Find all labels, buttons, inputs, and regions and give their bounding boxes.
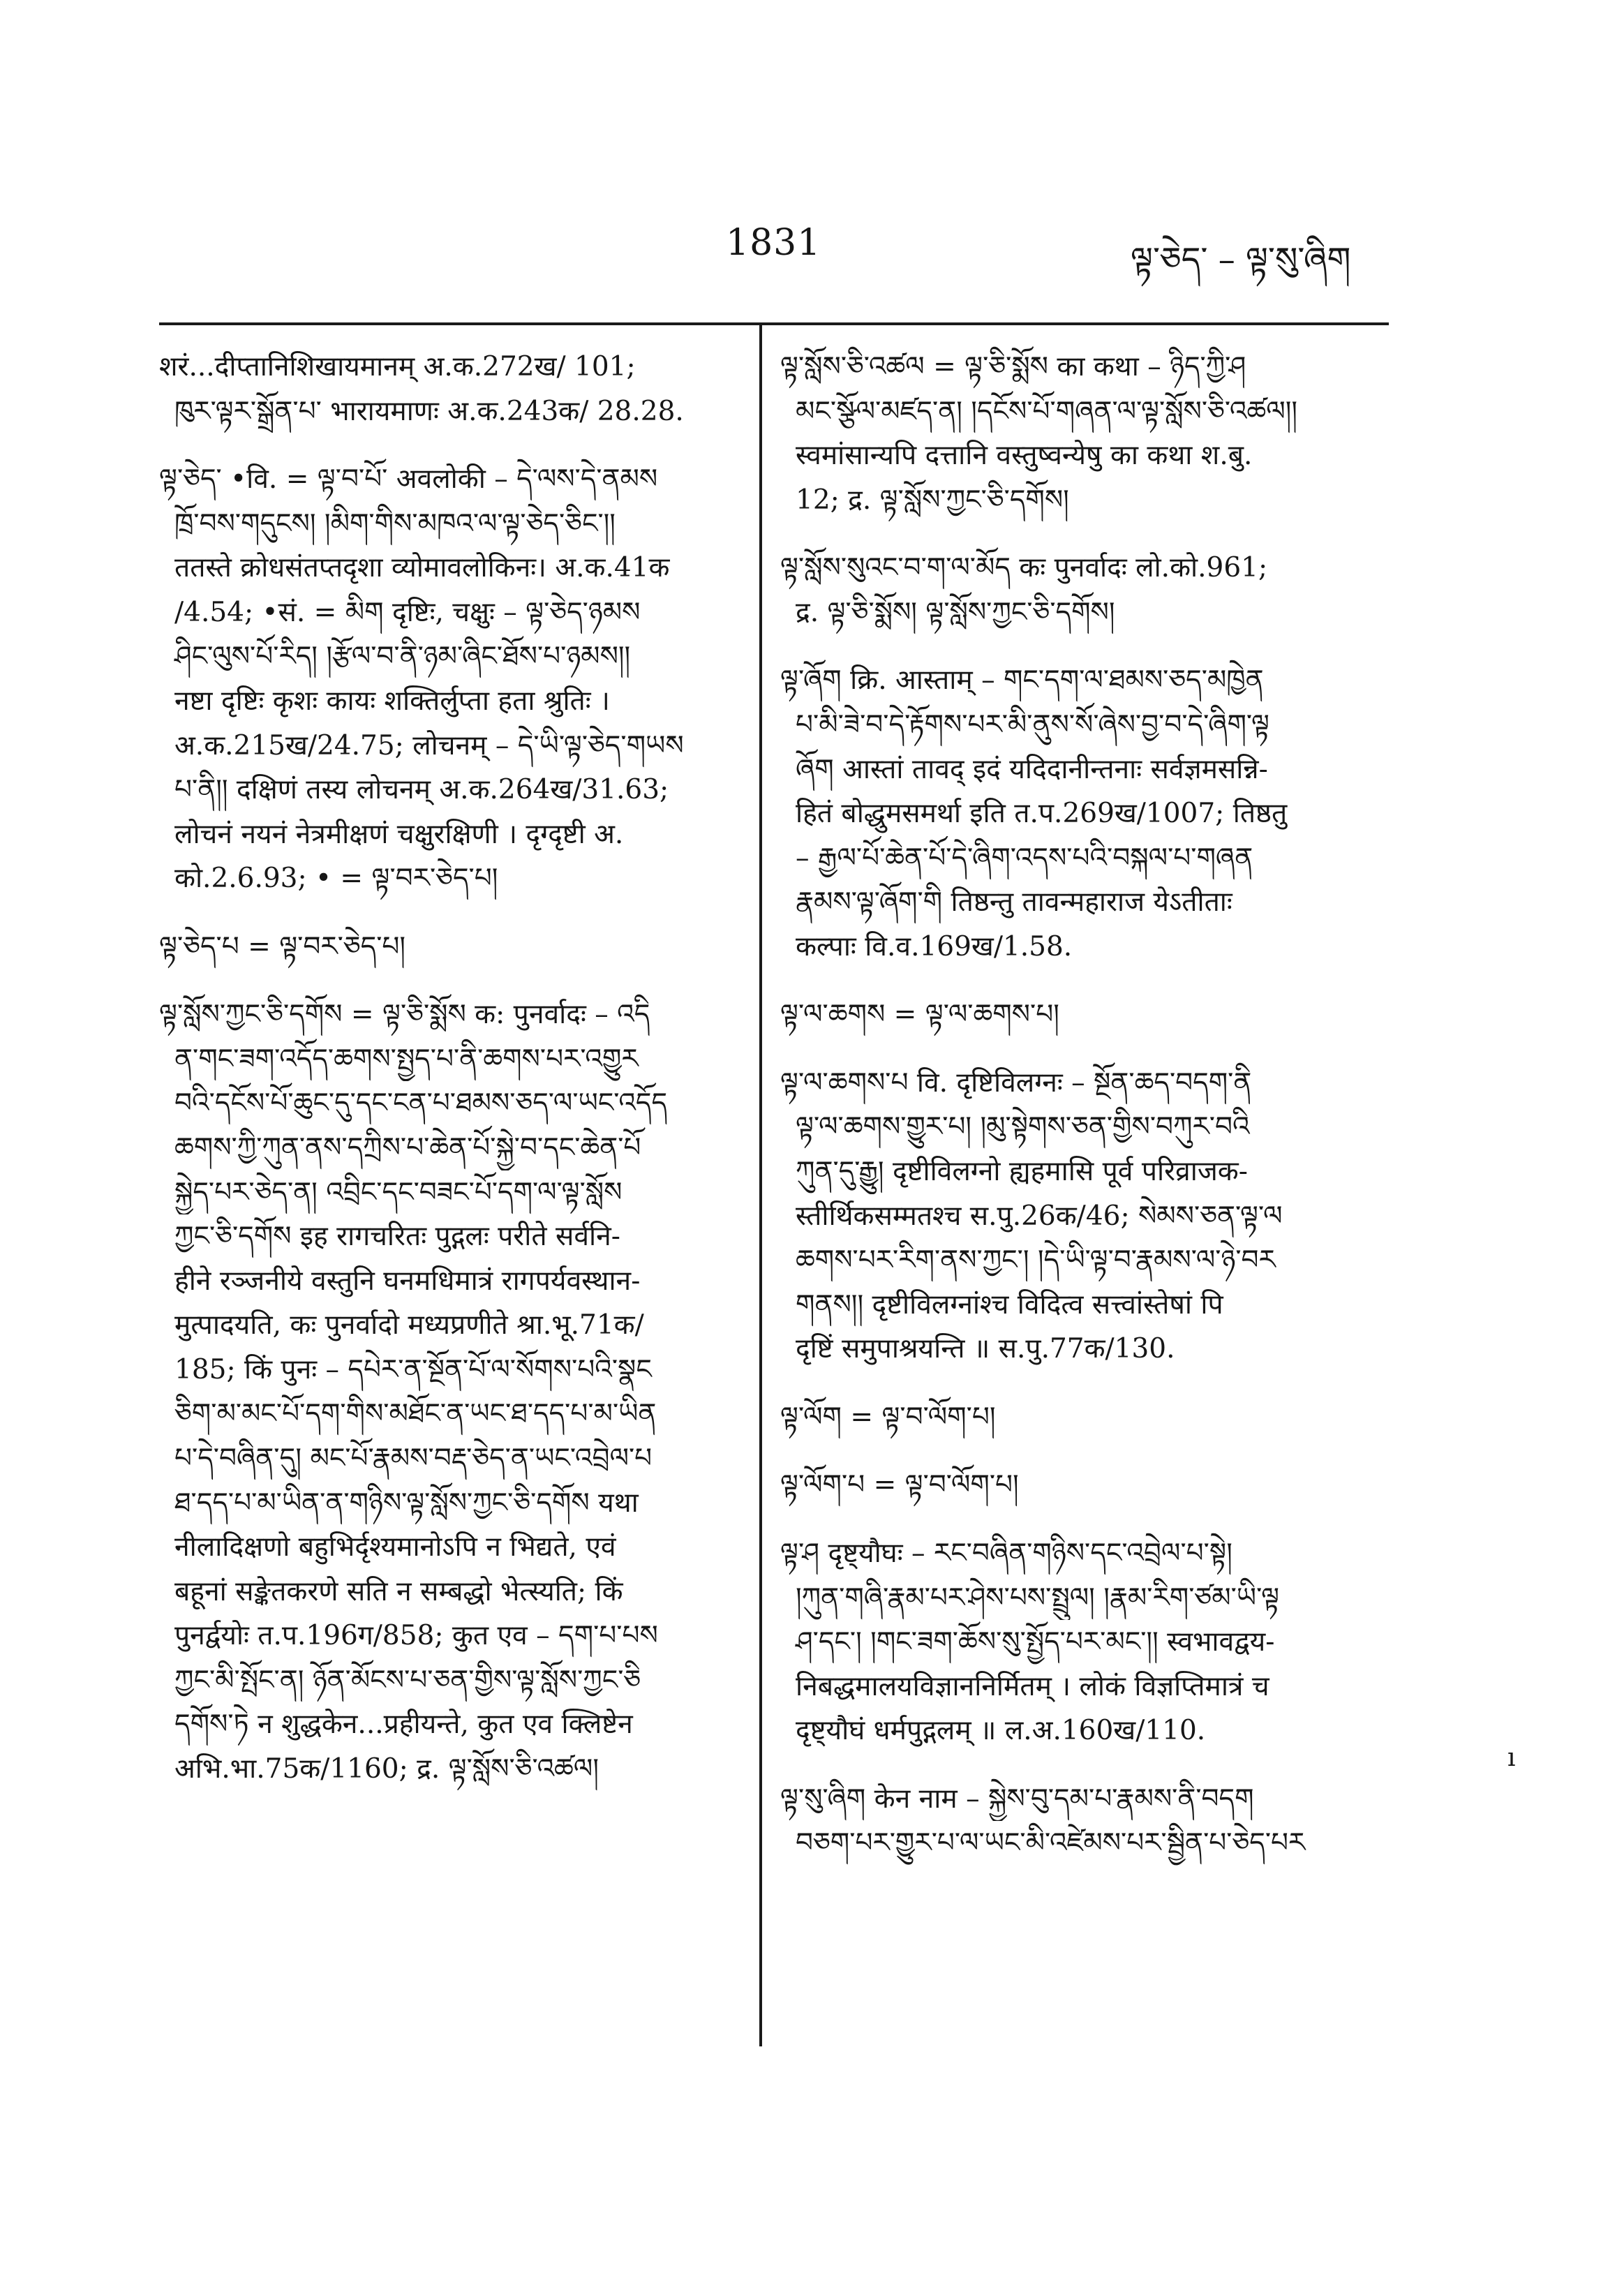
entry-line: मुत्पादयति, कः पुनर्वादो मध्यप्रणीते श्रा.भू.71क/ <box>174 1309 644 1341</box>
dictionary-entry <box>159 457 743 901</box>
entry-line: लोचनं नयनं नेत्रमीक्षणं चक्षुरक्षिणी । दृग्दृष्टी अ. <box>174 818 624 850</box>
entry-headline: ལྟ་སློས་སུའང་བ་ག་ལ་མོད कः पुनर्वादः लो.को.961; <box>780 552 1268 584</box>
entry-line: नीलादिक्षणो बहुभिर्दृश्यमानोऽपि न भिद्यते, एवं <box>174 1531 616 1563</box>
entry-headline: ལྟ་ལ་ཆགས་པ वि. दृष्टिविलग्नः – སྔོན་ཆད་བདག་ནི <box>780 1066 1252 1099</box>
dictionary-entry <box>780 1395 1389 1440</box>
dictionary-entry <box>780 1061 1389 1371</box>
dictionary-entry <box>780 1777 1389 1866</box>
entry-line: 185; किं पुनः – དཔེར་ན་སྔོན་པོ་ལ་སོགས་པའི་སྣང <box>174 1353 652 1385</box>
dictionary-entry <box>159 345 743 433</box>
entry-line: ཅིག་མ་མང་པོ་དག་གིས་མཐོང་ན་ཡང་ཐ་དད་པ་མ་ཡིན <box>174 1398 657 1430</box>
entry-line: को.2.6.93; • = ལྟ་བར་ཅེད་པ། <box>174 863 498 895</box>
entry-line: ཞོག आस्तां तावद् इदं यदिदानीन्तनाः सर्वज्ञमसन्नि- <box>796 753 1268 785</box>
entry-line: ततस्ते क्रोधसंतप्तदृशा व्योमावलोकिनः। अ.क.41क <box>174 552 670 584</box>
entry-line: नष्टा दृष्टिः कृशः कायः शक्तिर्लुप्ता हता श्रुतिः । <box>174 685 610 717</box>
entry-line: ཀྱང་ཅི་དགོས इह रागचरितः पुद्गलः परीते सर्वनि- <box>174 1221 620 1253</box>
entry-line: बहूनां सङ्केतकरणे सति न सम्बद्धो भेत्स्यति; किं <box>174 1575 623 1607</box>
entry-line: दृष्ट्यौघं धर्मपुद्गलम् ॥ ल.अ.160ख/110. <box>796 1715 1206 1747</box>
entry-line: ཀྱང་མི་སྤོང་ན། ཉོན་མོངས་པ་ཅན་གྱིས་ལྟ་སློས་ཀྱང་ཅི <box>174 1664 641 1696</box>
entry-headline: ལྟ་ཅེད་ •वि. = ལྟ་བ་པོ་ अवलोकी – དེ་ལས་དེ་ནམས <box>159 463 658 496</box>
entry-headline: शरं...दीप्तानिशिखायमानम् अ.क.272ख/ 101; <box>159 351 636 382</box>
running-head: ལྟ་ཅེད་ – ལྟ་སུ་ཞིག <box>1131 240 1351 279</box>
entry-line: དགོས་ཏེ न शुद्धकेन...प्रहीयन्ते, कुत एव क्लिष्टेन <box>174 1709 633 1741</box>
entry-line: ན་གང་ཟག་འདོད་ཆགས་སྤྱད་པ་ནི་ཆགས་པར་འགྱུར <box>174 1043 639 1075</box>
entry-line: གནས།། दृष्टीविलग्नांश्च विदित्व सत्त्वांस्तेषां पि <box>796 1288 1223 1321</box>
entry-line: अ.क.215ख/24.75; लोचनम् – དེ་ཡི་ལྟ་ཅེད་གཡས <box>174 729 684 761</box>
entry-headline: ལྟ་ལོག་པ = ལྟ་བ་ལོག་པ། <box>780 1469 1019 1501</box>
entry-line: པ་མི་ཟེ་བ་དེ་རྟོགས་པར་མི་ནུས་སོ་ཞེས་བྱ་བ་དེ་ཞིག་ལྟ <box>796 708 1269 741</box>
entry-line: པ་ནི།། दक्षिणं तस्य लोचनम् अ.क.264ख/31.63; <box>174 774 669 806</box>
entry-line: མང་སྩོལ་མཛད་ན། །དངོས་པོ་གཞན་ལ་ལྟ་སློས་ཅི་འཚལ།། <box>796 395 1298 427</box>
entry-line: स्तीर्थिकसम्मतश्च स.पु.26क/46; སེམས་ཅན་ལྟ་ལ <box>796 1200 1283 1232</box>
entry-line: རྣམས་ལྟ་ཞོག་གི तिष्ठन्तु तावन्महाराज येऽतीताः <box>796 886 1232 919</box>
stray-mark: ı <box>1507 1743 1516 1772</box>
entry-line: བའི་དངོས་པོ་ཆུང་དུ་དང་ངན་པ་ཐམས་ཅད་ལ་ཡང་འདོད <box>174 1087 668 1120</box>
entry-headline: ལྟ་ལོག = ལྟ་བ་ལོག་པ། <box>780 1401 996 1433</box>
dictionary-entry <box>780 1531 1389 1753</box>
entry-line: ཐ་དད་པ་མ་ཡིན་ན་གཉིས་ལྟ་སློས་ཀྱང་ཅི་དགོས यथा <box>174 1487 639 1519</box>
left-column <box>159 345 743 1815</box>
entry-line: ཁྲོ་བས་གདུངས། །མིག་གིས་མཁའ་ལ་ལྟ་ཅེད་ཅིང་།། <box>174 507 616 540</box>
entry-line: निबद्धमालयविज्ञाननिर्मितम् । लोकं विज्ञप्तिमात्रं च <box>796 1670 1269 1702</box>
entry-line: བཅག་པར་གྱུར་པ་ལ་ཡང་མི་འཛེམས་པར་སྦྱིན་པ་ཅེད་པར <box>796 1827 1306 1859</box>
entry-line: – རྒྱལ་པོ་ཆེན་པོ་དེ་ཞིག་འདས་པའི་བསྐལ་པ་གཞན <box>796 842 1253 874</box>
entry-headline: ལྟ་ཅེད་པ = ལྟ་བར་ཅེད་པ། <box>159 930 406 962</box>
entry-line: पुनर्द्वयोः त.प.196ग/858; कुत एव – དག་པ་པས <box>174 1620 658 1652</box>
right-column <box>780 345 1389 1889</box>
entry-headline: ལྟ་སློས་ཅི་འཚལ = ལྟ་ཅི་སྨོས का कथा – ཉིད་ཀྱི་ཤ <box>780 351 1246 382</box>
header-rule <box>159 322 1389 325</box>
dictionary-entry <box>159 925 743 969</box>
entry-line: द्र. ལྟ་ཅི་སྨོས། ལྟ་སློས་ཀྱང་ཅི་དགོས། <box>796 596 1115 628</box>
entry-line: ཁུར་ལྟར་སྒྲོན་པ་ भारायमाणः अ.क.243क/ 28.28. <box>174 395 684 427</box>
entry-headline: ལྟ་ཞོག क्रि. आस्ताम् – གང་དག་ལ་ཐམས་ཅད་མཁྱེན <box>780 664 1264 697</box>
entry-line: ཀུན་དུ་རྒྱུ། दृष्टीविलग्नो ह्यहमासि पूर्व परिव्राजक- <box>796 1156 1248 1187</box>
entry-line: ལྟ་ལ་ཆགས་གྱུར་པ། །མུ་སྟེགས་ཅན་གྱིས་བཀུར་བའི <box>796 1111 1250 1143</box>
entry-line: ཤིང་ལུས་པོ་རིད། །རྩོལ་བ་ནི་ཉམ་ཞིང་ཐོས་པ་ཉམས།། <box>174 641 631 673</box>
entry-headline: ལྟ་སློས་ཀྱང་ཅི་དགོས = ལྟ་ཅི་སྨོས क: पुनर्वादः – འདི <box>159 999 650 1031</box>
entry-line: अभि.भा.75क/1160; द्र. ལྟ་སློས་ཅི་འཚལ། <box>174 1753 599 1785</box>
dictionary-entry <box>780 658 1389 969</box>
entry-headline: ལྟ་ཤ दृष्ट्यौघः – རང་བཞིན་གཉིས་དང་འབྲེལ་པ་སྟེ། <box>780 1537 1232 1569</box>
entry-headline: ལྟ་སུ་ཞིག केन नाम – སྐྱེས་བུ་དམ་པ་རྣམས་ནི་བདག <box>780 1783 1254 1815</box>
entry-line: ཆགས་ཀྱི་ཀུན་ནས་དཀྲིས་པ་ཆེན་པོ་སྐྱེ་བ་དང་ཆེན་པོ <box>174 1132 641 1163</box>
entry-line: हितं बोद्धुमसमर्था इति त.प.269ख/1007; तिष्ठतु <box>796 798 1288 830</box>
entry-line: हीने रञ्जनीये वस्तुनि घनमधिमात्रं रागपर्यवस्थान- <box>174 1265 641 1297</box>
entry-line: स्वमांसान्यपि दत्तानि वस्तुष्वन्येषु का कथा श.बु. <box>796 440 1253 472</box>
entry-line: སྐྱེད་པར་ཅེད་ན། འབྲིང་དང་བཟང་པོ་དག་ལ་ལྟ་སློས <box>174 1176 623 1208</box>
entry-line: दृष्टिं समुपाश्रयन्ति ॥ स.पु.77क/130. <box>796 1333 1175 1365</box>
dictionary-entry <box>159 992 743 1791</box>
entry-line: ཤ་དང་། །གང་ཟག་ཆོས་སུ་སྤྱོད་པར་མང་།། स्वभावद्वय- <box>796 1626 1275 1658</box>
dictionary-entry <box>780 992 1389 1037</box>
entry-line: པ་དེ་བཞིན་དུ། མང་པོ་རྣམས་བརྡ་ཅེད་ན་ཡང་འབྲེལ་པ <box>174 1442 653 1474</box>
dictionary-entry <box>780 1463 1389 1508</box>
entry-line: /4.54; •सं. = མིག दृष्टिः, चक्षुः – ལྟ་ཅེད་ཉམས <box>174 596 641 628</box>
entry-headline: ལྟ་ལ་ཆགས = ལྟ་ལ་ཆགས་པ། <box>780 999 1059 1031</box>
entry-line: ཆགས་པར་རིག་ནས་ཀྱང་། །དེ་ཡི་ལྟ་བ་རྣམས་ལ་ཉེ་བར <box>796 1244 1276 1277</box>
page-number: 1831 <box>726 222 821 264</box>
entry-line: །ཀུན་གཞི་རྣམ་པར་ཤེས་པས་སྤྲུལ། །རྣམ་རིག་ཙམ་ཡི་ལྟ <box>796 1582 1280 1614</box>
entry-line: कल्पाः वि.व.169ख/1.58. <box>796 930 1073 962</box>
dictionary-entry <box>780 546 1389 634</box>
entry-line: 12; द्र. ལྟ་སློས་ཀྱང་ཅི་དགོས། <box>796 484 1069 516</box>
column-divider <box>759 322 762 2046</box>
dictionary-entry <box>780 345 1389 522</box>
